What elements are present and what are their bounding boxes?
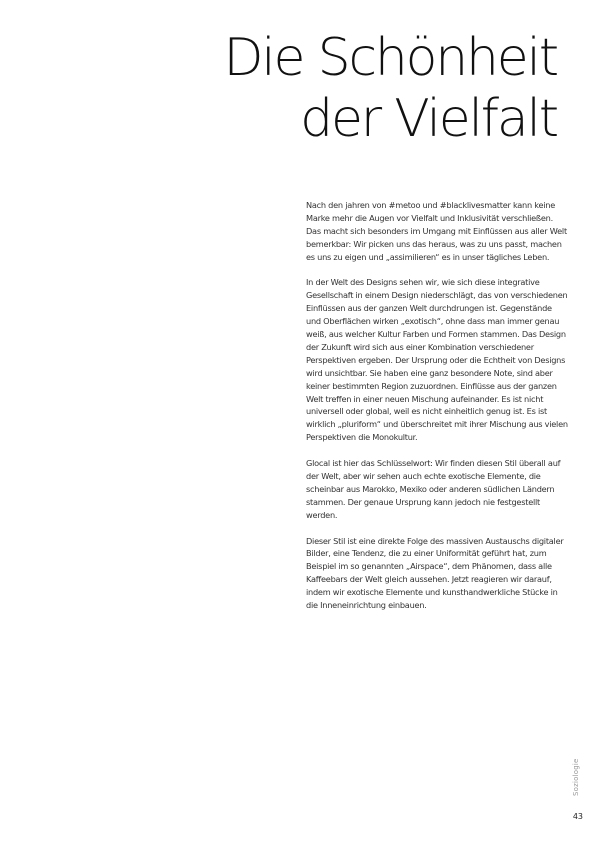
section-label: Soziologie (572, 758, 580, 796)
article-title (137, 28, 557, 150)
paragraph-2: In der Welt des Designs sehen wir, wie sich diese integrative Gesellschaft in einem Design niederschlägt, das von verschiedenen Einflüssen aus der ganzen Welt durchdrungen ist. Gegenstände und Oberflächen wirken „exotisch“, ohne dass man immer genau weiß, aus welcher Kultur Farben und Formen stammen. Das Design der Zukunft wird sich aus einer Kombination verschiedener Perspektiven ergeben. Der Ursprung oder die Echtheit von Designs wird unsichtbar. Sie haben eine ganz besondere Note, sind aber keiner bestimmten Region zuzuordnen. Einflüsse aus der ganzen Welt treffen in einer neuen Mischung aufeinander. Es ist nicht universell oder global, weil es nicht einheitlich genug ist. Es ist wirklich „pluriform“ und überschreitet mit ihrer Mischung aus vielen Perspektiven die Monokultur. (306, 277, 568, 443)
article-title-line-1: Die Schönheit (223, 28, 557, 88)
paragraph-1: Nach den jahren von #metoo und #blacklivesmatter kann keine Marke mehr die Augen vor Vielfalt und Inklusivität verschließen. Das macht sich besonders im Umgang mit Einflüssen aus aller Welt bemerkbar: Wir picken uns das heraus, was zu uns passt, machen es uns zu eigen und „assimilieren“ es in unser tägliches Leben. (306, 200, 567, 262)
paragraph-3: Glocal ist hier das Schlüsselwort: Wir finden diesen Stil überall auf der Welt, aber wir sehen auch echte exotische Elemente, die scheinbar aus Marokko, Mexiko oder anderen südlichen Ländern stammen. Der genaue Ursprung kann jedoch nie festgestellt werden. (306, 458, 561, 520)
paragraph-4: Dieser Stil ist eine direkte Folge des massiven Austauschs digitaler Bilder, eine Tendenz, die zu einer Uniformität geführt hat, zum Beispiel im so genannten „Airspace“, dem Phänomen, dass alle Kaffeebars der Welt gleich aussehen. Jetzt reagieren wir darauf, indem wir exotische Elemente und kunsthandwerkliche Stücke in die Inneneinrichtung einbauen. (306, 535, 564, 611)
article-body (306, 199, 568, 625)
article-title-line-2: der Vielfalt (300, 89, 557, 149)
page-number: 43 (572, 812, 583, 821)
